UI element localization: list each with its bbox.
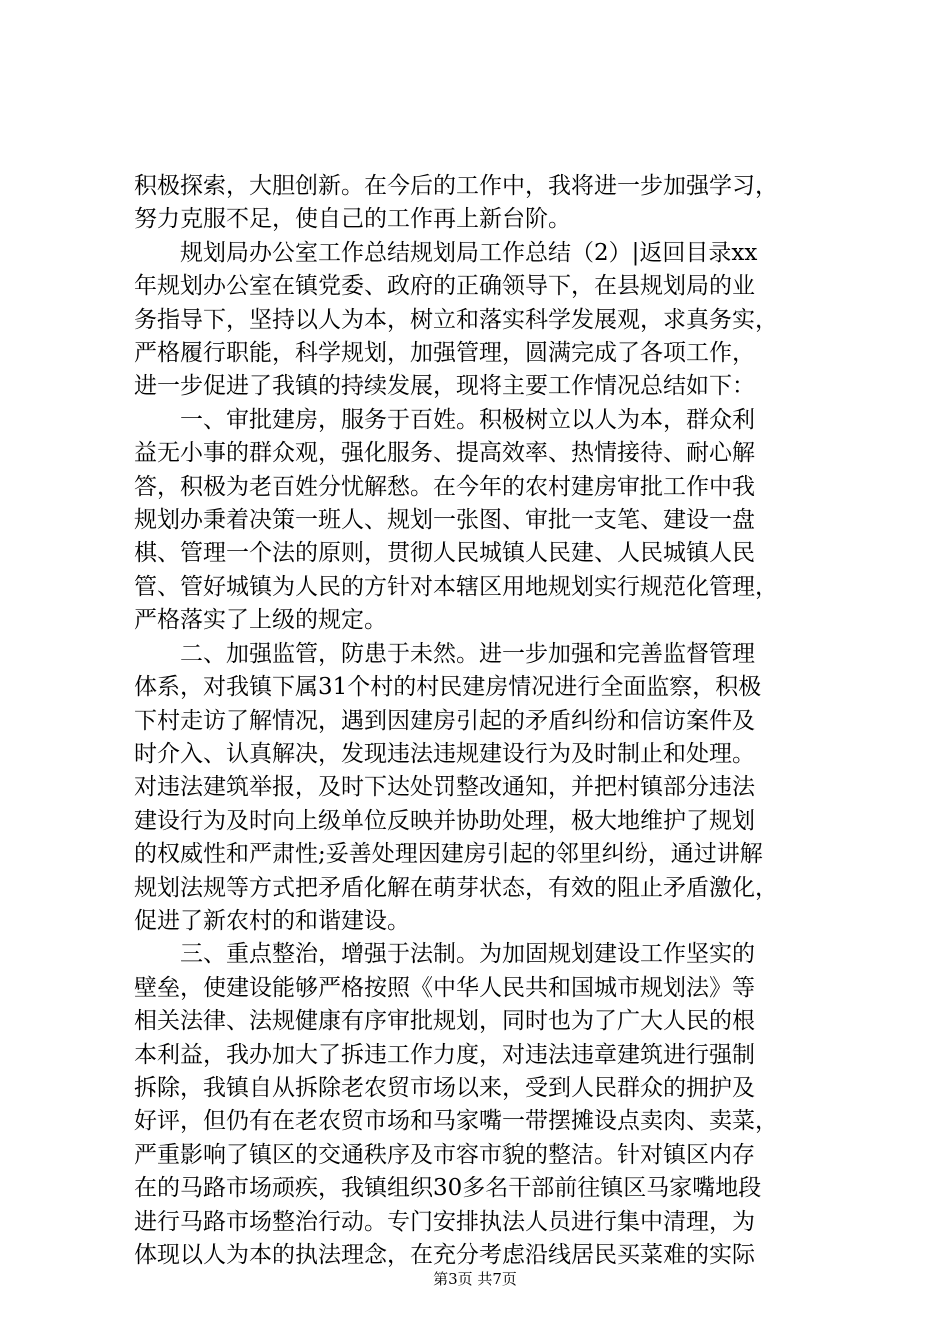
document-body bbox=[134, 170, 828, 1272]
text-line: 好评，但仍有在老农贸市场和马家嘴一带摆摊设点卖肉、卖菜， bbox=[134, 1108, 778, 1135]
text-line: 的权威性和严肃性;妥善处理因建房引起的邻里纠纷，通过讲解 bbox=[134, 841, 763, 868]
text-line: 相关法律、法规健康有序审批规划，同时也为了广大人民的根 bbox=[134, 1008, 755, 1035]
text-line: 二、加强监管，防患于未然。进一步加强和完善监督管理 bbox=[180, 640, 755, 667]
text-line: 规划法规等方式把矛盾化解在萌芽状态，有效的阻止矛盾激化， bbox=[134, 874, 778, 901]
text-line: 壁垒，使建设能够严格按照《中华人民共和国城市规划法》等 bbox=[134, 974, 755, 1001]
text-line: 建设行为及时向上级单位反映并协助处理，极大地维护了规划 bbox=[134, 807, 755, 834]
text-line: 努力克服不足，使自己的工作再上新台阶。 bbox=[134, 206, 571, 233]
text-line: 棋、管理一个法的原则，贯彻人民城镇人民建、人民城镇人民 bbox=[134, 540, 755, 567]
text-line: 下村走访了解情况，遇到因建房引起的矛盾纠纷和信访案件及 bbox=[134, 707, 755, 734]
text-line: 本利益，我办加大了拆违工作力度，对违法违章建筑进行强制 bbox=[134, 1041, 755, 1068]
page-footer: 第3页 共7页 bbox=[433, 1270, 517, 1288]
text-line: 一、审批建房，服务于百姓。积极树立以人为本，群众利 bbox=[180, 406, 755, 433]
text-line: 对违法建筑举报，及时下达处罚整改通知，并把村镇部分违法 bbox=[134, 774, 755, 801]
text-line: 体现以人为本的执法理念，在充分考虑沿线居民买菜难的实际 bbox=[134, 1242, 755, 1268]
body-paragraph bbox=[134, 938, 828, 1272]
text-line: 进行马路市场整治行动。专门安排执法人员进行集中清理，为 bbox=[134, 1208, 755, 1235]
text-line: 在的马路市场顽疾，我镇组织30多名干部前往镇区马家嘴地段 bbox=[134, 1175, 762, 1202]
body-paragraph bbox=[134, 170, 828, 237]
text-line: 年规划办公室在镇党委、政府的正确领导下，在县规划局的业 bbox=[134, 273, 755, 300]
text-line: 严格落实了上级的规定。 bbox=[134, 607, 387, 634]
body-paragraph bbox=[134, 404, 828, 638]
body-paragraph bbox=[134, 237, 828, 404]
text-line: 时介入、认真解决，发现违法违规建设行为及时制止和处理。 bbox=[134, 740, 755, 767]
text-line: 规划办秉着决策一班人、规划一张图、审批一支笔、建设一盘 bbox=[134, 507, 755, 534]
text-line: 进一步促进了我镇的持续发展，现将主要工作情况总结如下： bbox=[134, 373, 755, 400]
text-line: 管、管好城镇为人民的方针对本辖区用地规划实行规范化管理， bbox=[134, 573, 778, 600]
text-line: 拆除，我镇自从拆除老农贸市场以来，受到人民群众的拥护及 bbox=[134, 1074, 755, 1101]
text-line: 严重影响了镇区的交通秩序及市容市貌的整洁。针对镇区内存 bbox=[134, 1141, 755, 1168]
text-line: 三、重点整治，增强于法制。为加固规划建设工作坚实的 bbox=[180, 941, 755, 968]
text-line: 严格履行职能，科学规划，加强管理，圆满完成了各项工作， bbox=[134, 340, 755, 367]
text-line: 务指导下，坚持以人为本，树立和落实科学发展观，求真务实， bbox=[134, 306, 778, 333]
text-line: 积极探索，大胆创新。在今后的工作中，我将进一步加强学习， bbox=[134, 173, 778, 199]
text-line: 益无小事的群众观，强化服务、提高效率、热情接待、耐心解 bbox=[134, 440, 755, 467]
text-line: 促进了新农村的和谐建设。 bbox=[134, 907, 410, 934]
text-line: 规划局办公室工作总结规划局工作总结（2）|返回目录xx bbox=[180, 239, 758, 266]
body-paragraph bbox=[134, 638, 828, 939]
text-line: 答，积极为老百姓分忧解愁。在今年的农村建房审批工作中我 bbox=[134, 473, 755, 500]
text-line: 体系，对我镇下属31个村的村民建房情况进行全面监察，积极 bbox=[134, 674, 762, 701]
